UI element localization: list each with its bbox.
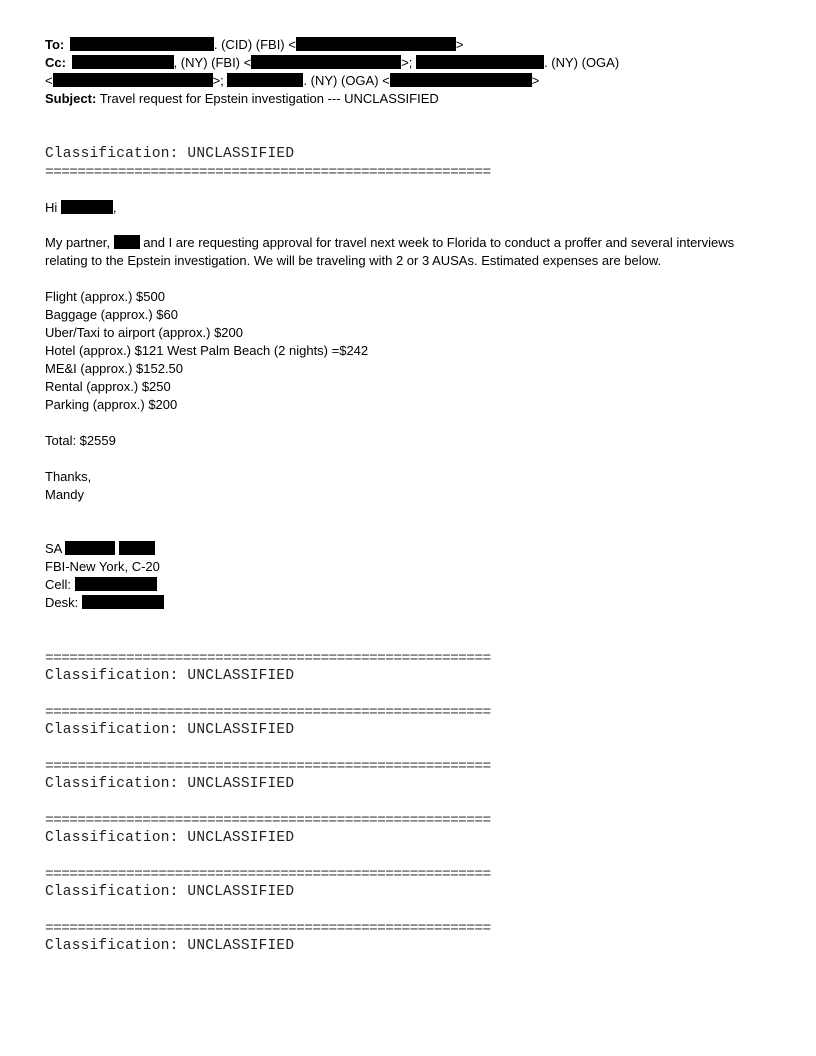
expense-item: Parking (approx.) $200 xyxy=(45,397,178,412)
separator: ======================================================= xyxy=(45,762,491,772)
separator-top: ======================================================= xyxy=(45,168,491,178)
signature-cell xyxy=(45,576,157,594)
to-cid-text: . (CID) (FBI) < xyxy=(213,37,296,52)
classification-banner-top: Classification: UNCLASSIFIED xyxy=(45,146,295,162)
signature-desk xyxy=(45,594,164,612)
subject-text: Travel request for Epstein investigation --- UNCLASSIFIED xyxy=(99,91,439,106)
p1-a: My partner, xyxy=(45,235,111,250)
expense-item: Hotel (approx.) $121 West Palm Beach (2 nights) =$242 xyxy=(45,343,369,358)
expense-item: ME&I (approx.) $152.50 xyxy=(45,361,184,376)
redaction xyxy=(416,55,544,69)
expense-item: Rental (approx.) $250 xyxy=(45,379,171,394)
desk-label: Desk: xyxy=(45,595,79,610)
cc2-ny-oga-text: . (NY) (OGA) < xyxy=(303,73,390,88)
redaction xyxy=(119,541,155,555)
to-end: > xyxy=(455,37,464,52)
separator: ======================================================= xyxy=(45,708,491,718)
subject-line xyxy=(45,90,439,108)
p1-b: and I are requesting approval for travel next week to Florida to conduct a proffer and several interviews xyxy=(143,235,735,250)
cell-label: Cell: xyxy=(45,577,72,592)
cc-sep: >; xyxy=(401,55,413,70)
thanks-line: Thanks, xyxy=(45,469,92,484)
sender-name: Mandy xyxy=(45,487,85,502)
separator: ======================================================= xyxy=(45,870,491,880)
classification-banner: Classification: UNCLASSIFIED xyxy=(45,722,295,738)
subject-label: Subject: xyxy=(45,91,97,106)
cc2-sep: >; xyxy=(212,73,224,88)
greeting-prefix: Hi xyxy=(45,200,58,215)
classification-banner: Classification: UNCLASSIFIED xyxy=(45,938,295,954)
redaction xyxy=(61,200,113,214)
expense-item: Flight (approx.) $500 xyxy=(45,289,165,304)
separator: ======================================================= xyxy=(45,924,491,934)
separator: ======================================================= xyxy=(45,816,491,826)
redaction xyxy=(72,55,174,69)
greeting xyxy=(45,199,117,217)
separator: ======================================================= xyxy=(45,654,491,664)
redaction xyxy=(70,37,214,51)
redaction xyxy=(114,235,140,249)
sa-label: SA xyxy=(45,541,62,556)
cc-line xyxy=(45,54,619,72)
cc2-open: < xyxy=(45,73,53,88)
classification-banner: Classification: UNCLASSIFIED xyxy=(45,668,295,684)
signature-office: FBI-New York, C-20 xyxy=(45,559,160,574)
greeting-suffix: , xyxy=(112,200,117,215)
expense-item: Uber/Taxi to airport (approx.) $200 xyxy=(45,325,243,340)
redaction xyxy=(296,37,456,51)
to-label: To: xyxy=(45,37,65,52)
classification-banner: Classification: UNCLASSIFIED xyxy=(45,776,295,792)
cc2-end: > xyxy=(531,73,540,88)
total-line: Total: $2559 xyxy=(45,433,116,448)
redaction xyxy=(75,577,157,591)
cc-line-2 xyxy=(45,72,539,90)
redaction xyxy=(390,73,532,87)
expense-item: Baggage (approx.) $60 xyxy=(45,307,178,322)
cc-label: Cc: xyxy=(45,55,66,70)
redaction xyxy=(65,541,115,555)
signature-title xyxy=(45,540,155,558)
paragraph-line-2: relating to the Epstein investigation. We will be traveling with 2 or 3 AUSAs. Estimated expenses are below. xyxy=(45,253,662,268)
redaction xyxy=(251,55,401,69)
classification-banner: Classification: UNCLASSIFIED xyxy=(45,884,295,900)
redaction xyxy=(82,595,164,609)
cc-ny-fbi-text: , (NY) (FBI) < xyxy=(173,55,252,70)
redaction xyxy=(53,73,213,87)
to-line xyxy=(45,36,463,54)
redaction xyxy=(227,73,303,87)
classification-banner: Classification: UNCLASSIFIED xyxy=(45,830,295,846)
paragraph-line-1 xyxy=(45,234,734,252)
cc-ny-oga-text: . (NY) (OGA) xyxy=(544,55,620,70)
